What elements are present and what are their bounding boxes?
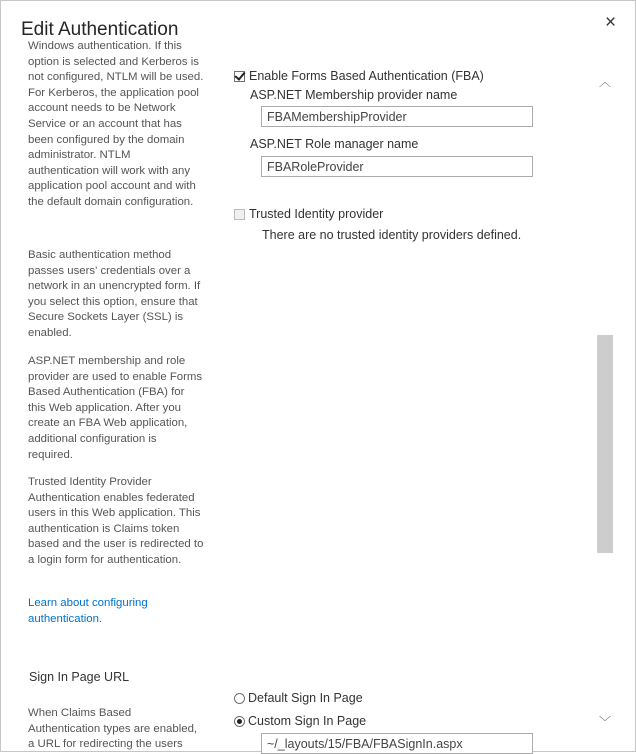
windows-auth-description: Windows authentication. If this option is selected and Kerberos is not configured, NTLM will be used. For Kerberos, the application pool account needs to be Network Service or an account that has been configured by the domain administrator. NTLM authentication will work with any application pool account and with the default domain configuration.: [28, 40, 204, 208]
trusted-identity-checkbox[interactable]: [234, 209, 245, 220]
fba-checkbox[interactable]: [234, 71, 245, 82]
membership-provider-input[interactable]: [261, 106, 533, 127]
basic-auth-description: Basic authentication method passes users' credentials over a network in an unencrypted form. If you select this option, ensure that Secure Sockets Layer (SSL) is enabled.: [28, 249, 201, 339]
scroll-down-icon[interactable]: ﹀: [599, 715, 612, 729]
custom-sign-in-label: Custom Sign In Page: [248, 714, 367, 728]
scroll-up-icon[interactable]: ︿: [599, 75, 612, 89]
learn-more-container: [28, 596, 204, 627]
vertical-scrollbar[interactable]: [595, 63, 615, 737]
no-trusted-providers-text: There are no trusted identity providers defined.: [262, 228, 522, 242]
membership-provider-label: ASP.NET Membership provider name: [250, 88, 458, 102]
default-sign-in-label: Default Sign In Page: [248, 691, 363, 705]
trusted-identity-row[interactable]: [234, 207, 383, 221]
fba-checkbox-label: Enable Forms Based Authentication (FBA): [249, 69, 484, 83]
learn-more-link[interactable]: Learn about configuring authentication.: [28, 597, 148, 625]
custom-sign-in-radio[interactable]: [234, 716, 245, 727]
default-sign-in-radio[interactable]: [234, 693, 245, 704]
trusted-provider-description: Trusted Identity Provider Authentication enables federated users in this Web application. This authentication is Claims token based and the user is redirected to a login form for authentication.: [28, 476, 204, 566]
trusted-identity-label: Trusted Identity provider: [249, 207, 384, 221]
role-manager-label: ASP.NET Role manager name: [250, 137, 419, 151]
sign-in-page-url-title: Sign In Page URL: [29, 670, 130, 684]
custom-sign-in-url-input[interactable]: [261, 733, 533, 754]
dialog-content: [1, 40, 595, 751]
sign-in-description: When Claims Based Authentication types are enabled, a URL for redirecting the users: [28, 707, 198, 751]
default-sign-in-option[interactable]: [234, 691, 363, 705]
custom-sign-in-option[interactable]: [234, 714, 366, 728]
dialog-title: Edit Authentication: [21, 19, 179, 40]
role-manager-input[interactable]: [261, 156, 533, 177]
fba-checkbox-row[interactable]: [234, 69, 484, 83]
close-icon[interactable]: ×: [605, 12, 617, 33]
aspnet-auth-description: ASP.NET membership and role provider are used to enable Forms Based Authentication (FBA) for this Web application. After you create an FBA Web application, additional configuration is required.: [28, 355, 203, 461]
scrollbar-thumb[interactable]: [597, 335, 613, 553]
